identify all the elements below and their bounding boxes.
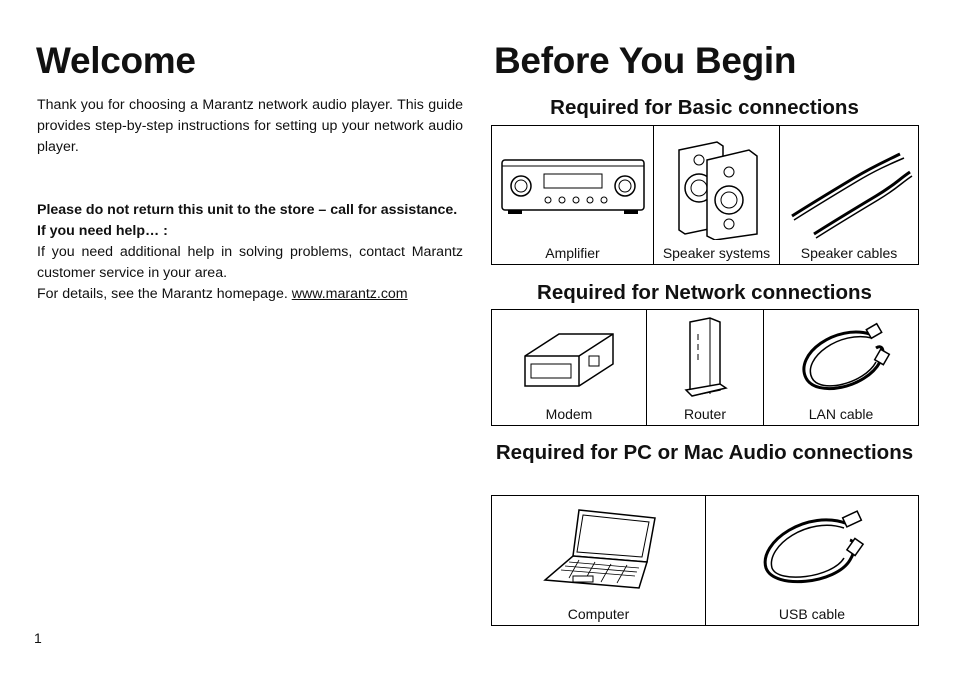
item-speaker-systems xyxy=(654,126,780,264)
item-modem xyxy=(492,310,647,425)
computer-icon xyxy=(539,502,659,592)
amplifier-icon xyxy=(496,154,650,220)
usb-cable-icon xyxy=(752,502,872,594)
page-number: 1 xyxy=(34,630,42,646)
modem-label: Modem xyxy=(545,406,593,422)
before-title: Before You Begin xyxy=(494,40,797,81)
basic-heading: Required for Basic connections xyxy=(550,96,859,119)
item-router xyxy=(647,310,764,425)
modem-icon xyxy=(519,320,619,390)
help-heading: If you need help… : xyxy=(37,223,168,239)
marantz-homepage-link[interactable]: www.marantz.com xyxy=(291,286,408,302)
item-usb-cable xyxy=(706,496,918,625)
speaker-systems-label: Speaker systems xyxy=(662,245,771,261)
router-icon xyxy=(680,314,730,398)
speaker-cables-icon xyxy=(784,150,914,240)
item-speaker-cables xyxy=(780,126,918,264)
usb-cable-label: USB cable xyxy=(778,606,846,622)
speaker-cables-label: Speaker cables xyxy=(800,245,898,261)
basic-items-box xyxy=(491,125,919,265)
help-text: If you need additional help in solving problems, contact Marantz customer service in your area. xyxy=(37,244,463,281)
computer-label: Computer xyxy=(567,606,630,622)
pc-heading: Required for PC or Mac Audio connections xyxy=(495,441,914,464)
welcome-title: Welcome xyxy=(36,40,196,81)
item-lan-cable xyxy=(764,310,918,425)
speaker-systems-icon xyxy=(673,136,761,240)
help-section xyxy=(37,200,463,305)
lan-cable-icon xyxy=(786,318,896,400)
lan-cable-label: LAN cable xyxy=(808,406,874,422)
network-heading: Required for Network connections xyxy=(537,281,872,304)
network-items-box xyxy=(491,309,919,426)
details-text: For details, see the Marantz homepage. xyxy=(37,286,292,302)
amplifier-label: Amplifier xyxy=(545,245,600,261)
intro-paragraph: Thank you for choosing a Marantz network audio player. This guide provides step-by-step instructions for setting up your network audio player. xyxy=(37,97,463,155)
item-computer xyxy=(492,496,706,625)
pc-items-box xyxy=(491,495,919,626)
router-label: Router xyxy=(683,406,727,422)
item-amplifier xyxy=(492,126,654,264)
return-warning: Please do not return this unit to the store – call for assistance. xyxy=(37,202,458,218)
details-line xyxy=(37,284,463,305)
